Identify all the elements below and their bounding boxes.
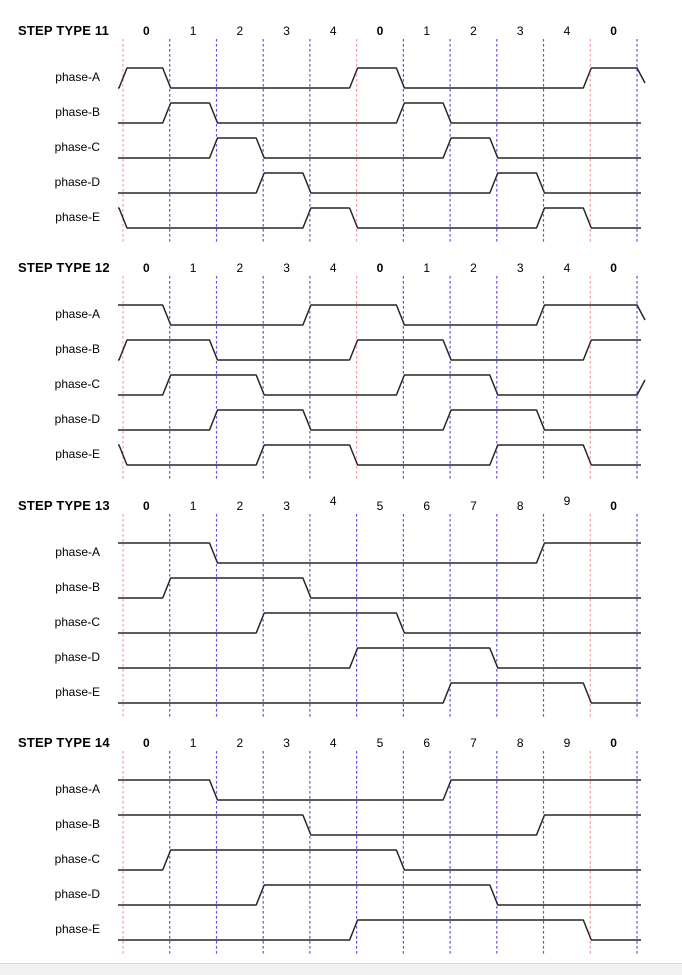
step-label: 6 (423, 736, 431, 750)
waveform-phase-C (118, 850, 641, 870)
step-label: 8 (516, 499, 524, 513)
diagram-title: STEP TYPE 13 (18, 498, 110, 513)
diagram-title: STEP TYPE 12 (18, 260, 110, 275)
step-label: 0 (143, 736, 150, 750)
phase-label: phase-C (54, 140, 100, 154)
step-label: 8 (516, 736, 524, 750)
step-label: 4 (329, 736, 337, 750)
phase-label: phase-E (55, 685, 100, 699)
waveform-phase-B (118, 340, 641, 360)
phase-label: phase-A (55, 782, 100, 796)
waveform-phase-E (118, 683, 641, 703)
phase-label: phase-B (55, 105, 100, 119)
waveform-phase-A (118, 780, 641, 800)
step-label: 3 (283, 736, 290, 750)
step-label: 3 (516, 261, 524, 275)
step-label: 2 (236, 736, 244, 750)
waveform-phase-B (118, 103, 641, 123)
step-label: 5 (376, 499, 384, 513)
diagram-title: STEP TYPE 14 (18, 735, 110, 750)
step-label: 1 (423, 261, 431, 275)
waveform-phase-B (118, 578, 641, 598)
step-label: 2 (236, 261, 244, 275)
phase-label: phase-A (55, 545, 100, 559)
waveform-phase-A (118, 68, 645, 88)
waveform-phase-E (118, 445, 641, 465)
phase-label: phase-C (54, 852, 100, 866)
step-label: 0 (610, 24, 617, 38)
step-label: 0 (376, 261, 384, 275)
waveform-phase-D (118, 885, 641, 905)
phase-label: phase-B (55, 817, 100, 831)
step-label: 1 (189, 24, 197, 38)
waveform-phase-E (118, 208, 641, 228)
step-label: 3 (283, 499, 290, 513)
step-label: 1 (189, 261, 197, 275)
phase-label: phase-D (54, 412, 100, 426)
phase-label: phase-E (55, 447, 100, 461)
step-label: 4 (329, 24, 337, 38)
phase-label: phase-D (54, 175, 100, 189)
waveform-phase-C (118, 375, 645, 395)
step-label: 1 (189, 499, 197, 513)
step-label: 7 (470, 736, 477, 750)
step-label: 0 (143, 24, 150, 38)
step-label: 1 (423, 24, 431, 38)
step-label: 4 (329, 261, 337, 275)
waveform-phase-C (118, 138, 641, 158)
footer-bar (0, 963, 682, 975)
step-label: 7 (470, 499, 477, 513)
waveform-phase-D (118, 410, 641, 430)
waveform-phase-B (118, 815, 641, 835)
step-label: 0 (610, 261, 617, 275)
waveform-phase-A (118, 305, 645, 325)
phase-label: phase-C (54, 615, 100, 629)
step-label: 1 (189, 736, 197, 750)
phase-label: phase-B (55, 580, 100, 594)
step-label: 0 (143, 261, 150, 275)
phase-label: phase-B (55, 342, 100, 356)
diagram-title: STEP TYPE 11 (18, 23, 110, 38)
waveform-phase-D (118, 648, 641, 668)
step-label: 3 (283, 261, 290, 275)
step-label: 4 (563, 24, 571, 38)
phase-label: phase-C (54, 377, 100, 391)
step-label: 0 (376, 24, 384, 38)
phase-label: phase-A (55, 70, 100, 84)
phase-label: phase-A (55, 307, 100, 321)
phase-label: phase-E (55, 922, 100, 936)
waveform-phase-E (118, 920, 641, 940)
step-label: 5 (376, 736, 384, 750)
waveform-phase-D (118, 173, 641, 193)
phase-label: phase-E (55, 210, 100, 224)
step-label: 4 (329, 494, 337, 508)
phase-label: phase-D (54, 887, 100, 901)
waveform-phase-C (118, 613, 641, 633)
step-label: 2 (236, 499, 244, 513)
step-label: 0 (610, 736, 617, 750)
phase-label: phase-D (54, 650, 100, 664)
step-label: 2 (236, 24, 244, 38)
step-label: 0 (143, 499, 150, 513)
step-label: 6 (423, 499, 431, 513)
step-label: 2 (470, 261, 477, 275)
step-label: 9 (563, 494, 571, 508)
step-label: 0 (610, 499, 617, 513)
step-label: 9 (563, 736, 571, 750)
step-label: 3 (283, 24, 290, 38)
step-label: 3 (516, 24, 524, 38)
step-label: 4 (563, 261, 571, 275)
step-label: 2 (470, 24, 477, 38)
waveform-phase-A (118, 543, 641, 563)
